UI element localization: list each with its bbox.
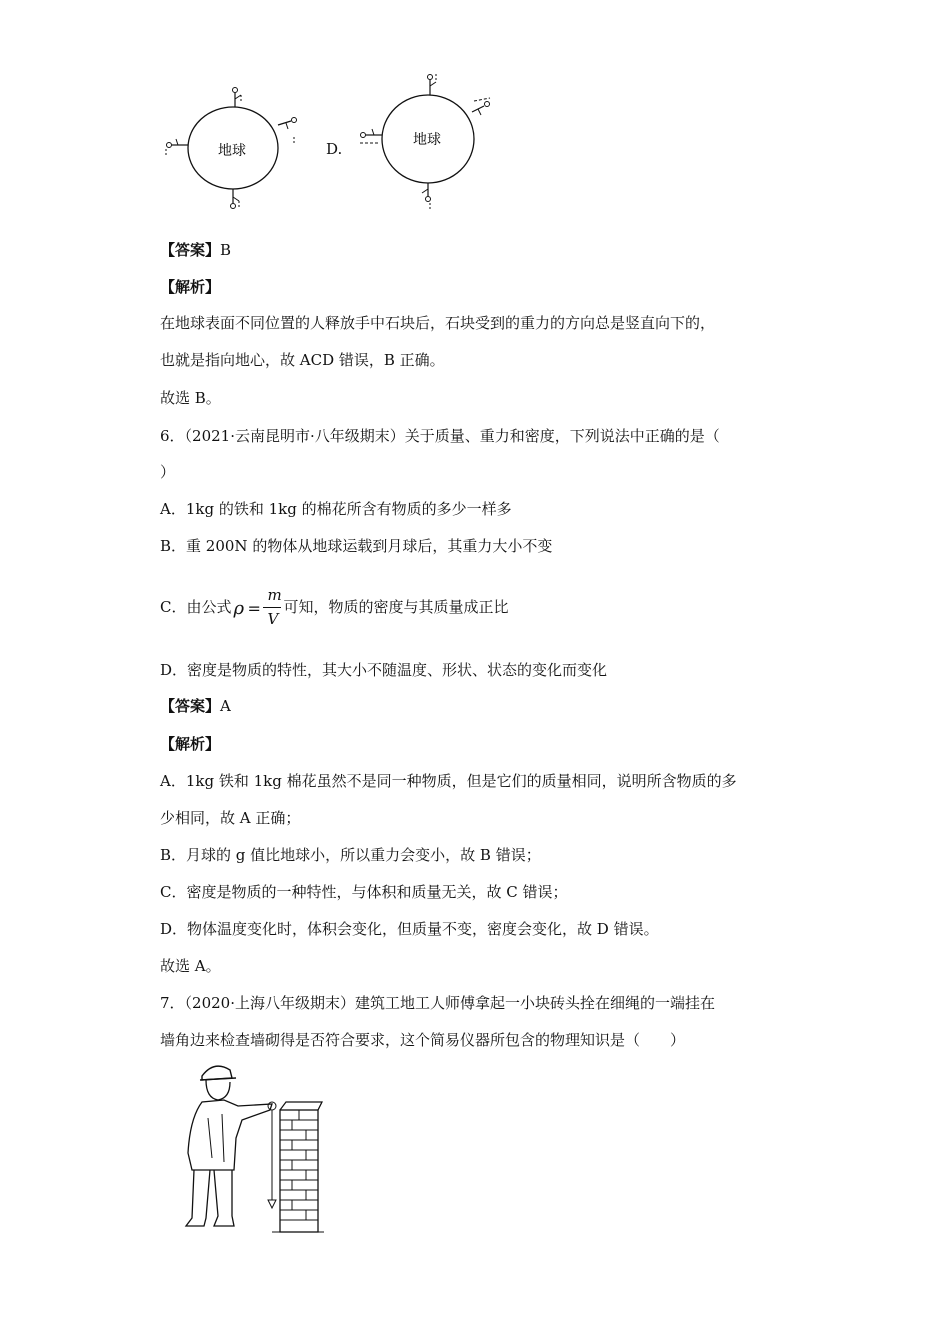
q6-analysis-tag: 【解析】 xyxy=(160,735,221,753)
q6-option-c xyxy=(160,587,509,629)
q6-option-b: B．重 200N 的物体从地球运载到月球后，其重力大小不变 xyxy=(160,537,553,555)
fraction-bar xyxy=(263,607,281,608)
answer-value: B xyxy=(220,241,232,259)
option-d-figure-label: D. xyxy=(326,140,343,158)
q5-analysis-line: 在地球表面不同位置的人释放手中石块后，石块受到的重力的方向总是竖直向下的， xyxy=(160,314,716,332)
formula-numerator: m xyxy=(267,586,282,604)
q6-analysis-line: A．1kg 铁和 1kg 棉花虽然不是同一种物质，但是它们的质量相同，说明所含物质的多 xyxy=(160,772,737,790)
q5-choose: 故选 B。 xyxy=(160,389,221,407)
formula-equals: = xyxy=(247,599,261,618)
q6-analysis-line: D．物体温度变化时，体积会变化，但质量不变，密度会变化，故 D 错误。 xyxy=(160,920,659,938)
q5-answer xyxy=(160,240,231,260)
q6-stem: 6．（2021·云南昆明市·八年级期末）关于质量、重力和密度，下列说法中正确的是（ xyxy=(160,427,720,445)
q6-analysis-line: 少相同，故 A 正确； xyxy=(160,809,301,827)
earth-figure-d xyxy=(356,68,496,213)
earth-label-c: 地球 xyxy=(218,143,246,159)
q5-analysis-tag: 【解析】 xyxy=(160,278,221,296)
option-c-suffix: 可知，物质的密度与其质量成正比 xyxy=(283,598,509,616)
earth-label-d: 地球 xyxy=(413,132,441,148)
formula-denominator: V xyxy=(267,610,279,628)
q6-choose: 故选 A。 xyxy=(160,957,221,975)
answer-tag: 【答案】 xyxy=(160,241,221,259)
answer-tag: 【答案】 xyxy=(160,697,221,715)
q6-option-d: D．密度是物质的特性，其大小不随温度、形状、状态的变化而变化 xyxy=(160,661,608,679)
q6-stem: ） xyxy=(160,463,176,481)
q6-analysis-line: B．月球的 g 值比地球小，所以重力会变小，故 B 错误； xyxy=(160,846,541,864)
q7-stem: 7．（2020·上海八年级期末）建筑工地工人师傅拿起一小块砖头拴在细绳的一端挂在 xyxy=(160,994,715,1012)
density-formula xyxy=(231,587,283,629)
worker-plumb-line-figure xyxy=(172,1058,332,1236)
formula-rho: ρ xyxy=(233,598,245,619)
q6-analysis-line: C．密度是物质的一种特性，与体积和质量无关，故 C 错误； xyxy=(160,883,568,901)
q5-analysis-line: 也就是指向地心，故 ACD 错误，B 正确。 xyxy=(160,351,445,369)
q7-stem: 墙角边来检查墙砌得是否符合要求，这个简易仪器所包含的物理知识是（ ） xyxy=(160,1031,686,1049)
answer-value: A xyxy=(220,697,231,715)
q6-answer xyxy=(160,696,231,716)
earth-figure-c xyxy=(158,85,303,215)
q6-option-a: A．1kg 的铁和 1kg 的棉花所含有物质的多少一样多 xyxy=(160,500,512,518)
option-c-prefix: C．由公式 xyxy=(160,598,232,616)
